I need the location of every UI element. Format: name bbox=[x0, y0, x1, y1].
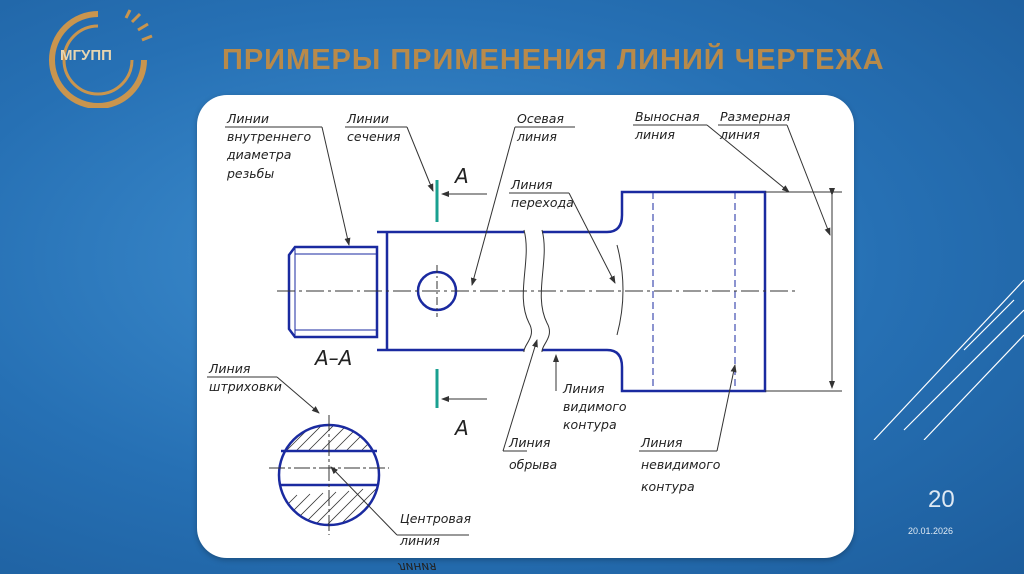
thread-inner-lines bbox=[295, 247, 377, 337]
label-visible-1: Линия bbox=[563, 381, 605, 396]
label-visible-3: контура bbox=[563, 417, 617, 432]
label-center-1: Центровая bbox=[400, 511, 471, 526]
section-view bbox=[257, 390, 407, 535]
drawing-card bbox=[197, 95, 854, 558]
label-break-2: обрыва bbox=[509, 457, 558, 472]
cut-label-a-top: А bbox=[455, 164, 469, 188]
label-section-1: Линии bbox=[347, 111, 389, 126]
label-inner-thread-2: внутреннего bbox=[227, 129, 312, 144]
logo-text: МГУПП bbox=[60, 47, 112, 64]
label-break-1: Линия bbox=[509, 435, 551, 450]
page-title: ПРИМЕРЫ ПРИМЕНЕНИЯ ЛИНИЙ ЧЕРТЕЖА bbox=[222, 44, 885, 76]
thread-contour bbox=[289, 247, 377, 337]
label-hidden-1: Линия bbox=[641, 435, 683, 450]
label-extension-1: Выносная bbox=[635, 109, 700, 124]
label-section-2: сечения bbox=[347, 129, 401, 144]
decorative-lines bbox=[864, 240, 1024, 440]
label-transition-1: Линия bbox=[511, 177, 553, 192]
label-axis-1: Осевая bbox=[517, 111, 564, 126]
label-hidden-2: невидимого bbox=[641, 457, 721, 472]
mgupp-logo bbox=[28, 8, 168, 108]
label-axis-2: линия bbox=[517, 129, 557, 144]
label-extension-2: линия bbox=[635, 127, 675, 142]
slide-number: 20 bbox=[928, 486, 955, 513]
label-center-2: линия bbox=[400, 533, 440, 548]
cut-label-a-bottom: А bbox=[455, 416, 469, 440]
label-dimension-2: линия bbox=[720, 127, 760, 142]
label-visible-2: видимого bbox=[563, 399, 627, 414]
section-cut-marks bbox=[437, 180, 487, 408]
label-dimension-1: Размерная bbox=[720, 109, 791, 124]
label-hidden-3: контура bbox=[641, 479, 695, 494]
technical-drawing bbox=[197, 95, 854, 558]
label-transition-2: перехода bbox=[511, 195, 574, 210]
label-inner-thread-4: резьбы bbox=[227, 166, 275, 181]
label-hatch-2: штриховки bbox=[209, 379, 282, 394]
slide-date: 20.01.2026 bbox=[908, 526, 954, 536]
label-inner-thread-3: диаметра bbox=[227, 147, 292, 162]
section-view-label: А–А bbox=[315, 346, 353, 370]
reflection-text: линия bbox=[398, 560, 437, 574]
label-inner-thread-1: Линии bbox=[227, 111, 269, 126]
label-hatch-1: Линия bbox=[209, 361, 251, 376]
